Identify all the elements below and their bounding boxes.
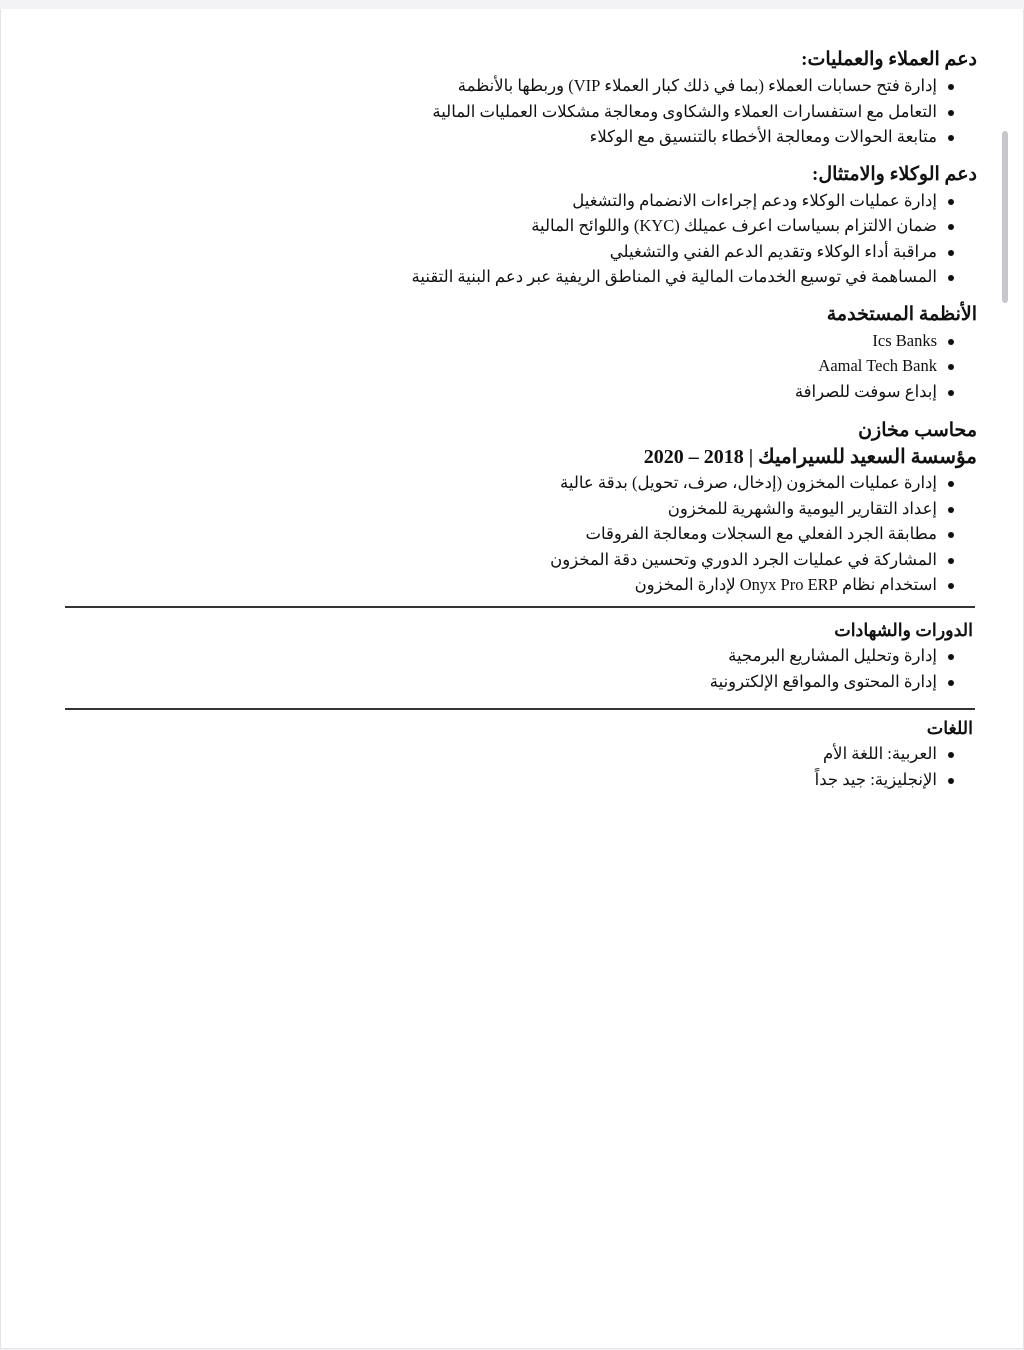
scrollbar-thumb[interactable] [1002, 131, 1008, 303]
list-item: إدارة وتحليل المشاريع البرمجية [73, 643, 973, 669]
section-divider [65, 708, 975, 710]
section-agents-compliance [47, 162, 977, 290]
bullet-list [73, 643, 973, 694]
list-item: إبداع سوفت للصرافة [47, 379, 977, 405]
list-item: العربية: اللغة الأم [73, 741, 973, 767]
bullet-list [47, 188, 977, 290]
section-title: دعم العملاء والعمليات: [801, 49, 977, 70]
section-job-inventory-accountant [47, 418, 977, 598]
job-title: محاسب مخازن [858, 420, 977, 441]
list-item: إدارة عمليات المخزون (إدخال، صرف، تحويل) بدقة عالية [47, 470, 977, 496]
section-systems-used [47, 302, 977, 405]
document-page [0, 9, 1024, 1349]
list-item: ضمان الالتزام بسياسات اعرف عميلك (KYC) واللوائح المالية [47, 213, 977, 239]
list-item: التعامل مع استفسارات العملاء والشكاوى ومعالجة مشكلات العمليات المالية [47, 99, 977, 125]
list-item: الإنجليزية: جيد جداً [73, 767, 973, 793]
bullet-list [47, 73, 977, 150]
list-item: المشاركة في عمليات الجرد الدوري وتحسين دقة المخزون [47, 547, 977, 573]
job-company-dates: مؤسسة السعيد للسيراميك | 2018 – 2020 [643, 446, 977, 468]
list-item: متابعة الحوالات ومعالجة الأخطاء بالتنسيق مع الوكلاء [47, 124, 977, 150]
list-item: إدارة عمليات الوكلاء ودعم إجراءات الانضمام والتشغيل [47, 188, 977, 214]
list-item: إدارة فتح حسابات العملاء (بما في ذلك كبار العملاء VIP) وربطها بالأنظمة [47, 73, 977, 99]
section-customer-support [47, 47, 977, 150]
bullet-list [73, 741, 973, 792]
list-item: Aamal Tech Bank [47, 353, 977, 379]
list-item: إدارة المحتوى والمواقع الإلكترونية [73, 669, 973, 695]
list-item: المساهمة في توسيع الخدمات المالية في المناطق الريفية عبر دعم البنية التقنية [47, 264, 977, 290]
section-title: اللغات [926, 718, 973, 738]
section-title: دعم الوكلاء والامتثال: [812, 163, 977, 185]
section-title: الأنظمة المستخدمة [826, 303, 977, 325]
section-courses [73, 617, 973, 694]
list-item: مراقبة أداء الوكلاء وتقديم الدعم الفني والتشغيلي [47, 239, 977, 265]
section-divider [65, 606, 975, 608]
list-item: Ics Banks [47, 328, 977, 354]
experience-content [47, 39, 977, 598]
bullet-list [47, 470, 977, 598]
list-item: مطابقة الجرد الفعلي مع السجلات ومعالجة الفروقات [47, 521, 977, 547]
list-item: إعداد التقارير اليومية والشهرية للمخزون [47, 496, 977, 522]
bullet-list [47, 328, 977, 405]
section-title: الدورات والشهادات [834, 620, 973, 640]
list-item: استخدام نظام Onyx Pro ERP لإدارة المخزون [47, 572, 977, 598]
section-languages [73, 715, 973, 792]
